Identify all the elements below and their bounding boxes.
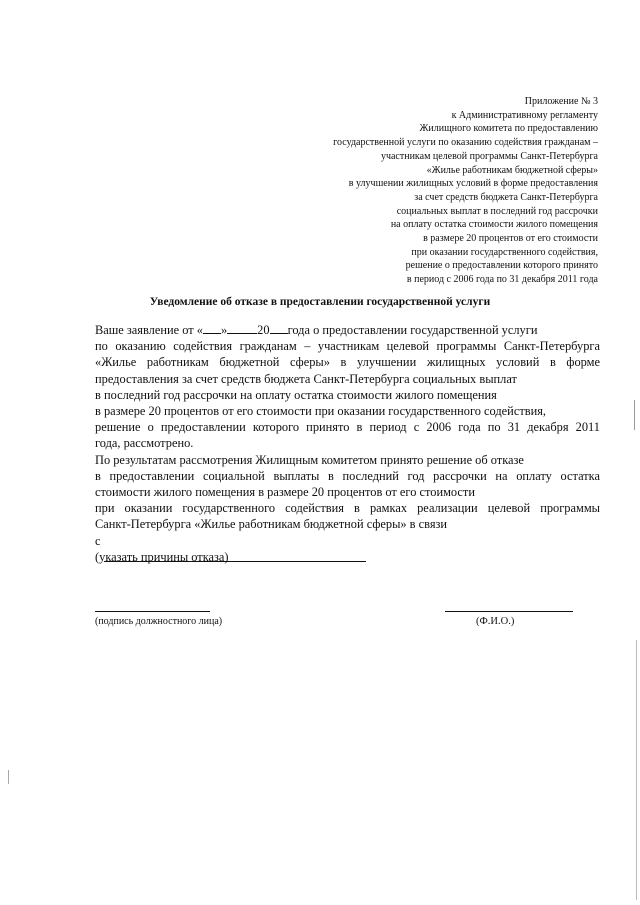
body-line: Санкт-Петербурга «Жилье работникам бюджетной сферы» в связи: [95, 517, 448, 532]
appendix-line: в размере 20 процентов от его стоимости: [423, 233, 598, 245]
reason-caption: (указать причины отказа): [95, 549, 229, 564]
full-name-line[interactable]: [445, 611, 573, 612]
body-line: решение о предоставлении которого принято в период с 2006 года по 31 декабря 2011: [95, 420, 600, 435]
body-line: предоставления за счет средств бюджета Санкт-Петербурга социальных выплат: [95, 371, 517, 386]
appendix-line: Жилищного комитета по предоставлению: [419, 123, 598, 135]
signature-line[interactable]: [95, 611, 210, 612]
appendix-line: государственной услуги по оказанию содействия гражданам –: [333, 137, 598, 149]
body-line: стоимости жилого помещения в размере 20 процентов от его стоимости: [95, 485, 475, 500]
full-name-caption: (Ф.И.О.): [476, 616, 515, 627]
appendix-line: «Жилье работникам бюджетной сферы»: [426, 164, 598, 176]
body-line: По результатам рассмотрения Жилищным комитетом принято решение об отказе: [95, 452, 524, 467]
body-text: Ваше заявление от «: [95, 323, 203, 337]
scan-mark: [8, 770, 9, 784]
body-line: в размере 20 процентов от его стоимости при оказании государственного содействия,: [95, 404, 547, 419]
body-line: по оказанию содействия гражданам – участникам целевой программы Санкт-Петербурга: [95, 339, 600, 354]
body-text: 20: [257, 323, 270, 337]
body-line-application-date: [95, 322, 600, 338]
refusal-reason-field[interactable]: [104, 561, 366, 562]
body-line: в предоставлении социальной выплаты в последний год рассрочки на оплату остатка: [95, 468, 600, 483]
scan-mark: [634, 400, 635, 430]
month-blank[interactable]: [227, 322, 257, 334]
day-blank[interactable]: [203, 322, 221, 334]
appendix-line: за счет средств бюджета Санкт-Петербурга: [414, 191, 598, 203]
body-line: при оказании государственного содействия в рамках реализации целевой программы: [95, 501, 600, 516]
appendix-line: социальных выплат в последний год рассрочки: [396, 205, 598, 217]
notice-body: [95, 322, 600, 565]
body-text: »: [220, 323, 228, 337]
appendix-header: [268, 95, 598, 287]
appendix-line: при оказании государственного содействия,: [411, 246, 598, 258]
appendix-line: решение о предоставлении которого принято: [405, 260, 598, 272]
appendix-line: к Административному регламенту: [451, 109, 598, 121]
body-line: года, рассмотрено.: [95, 436, 194, 451]
appendix-line: Приложение № 3: [524, 96, 598, 107]
document-title: Уведомление об отказе в предоставлении государственной услуги: [149, 296, 491, 308]
appendix-line: в улучшении жилищных условий в форме предоставления: [348, 178, 598, 190]
appendix-line: на оплату остатка стоимости жилого помещения: [390, 219, 598, 231]
body-line: с: [95, 533, 101, 548]
body-text: года о предоставлении государственной услуги: [287, 323, 538, 337]
appendix-line: в период с 2006 года по 31 декабря 2011 года: [406, 274, 598, 286]
scan-edge: [636, 640, 637, 900]
year-blank[interactable]: [270, 322, 288, 334]
appendix-line: участникам целевой программы Санкт-Петербурга: [380, 150, 598, 162]
signature-caption: (подпись должностного лица): [95, 616, 223, 627]
body-line: «Жилье работникам бюджетной сферы» в улучшении жилищных условий в форме: [95, 355, 600, 370]
body-line: в последний год рассрочки на оплату остатка стоимости жилого помещения: [95, 387, 497, 402]
